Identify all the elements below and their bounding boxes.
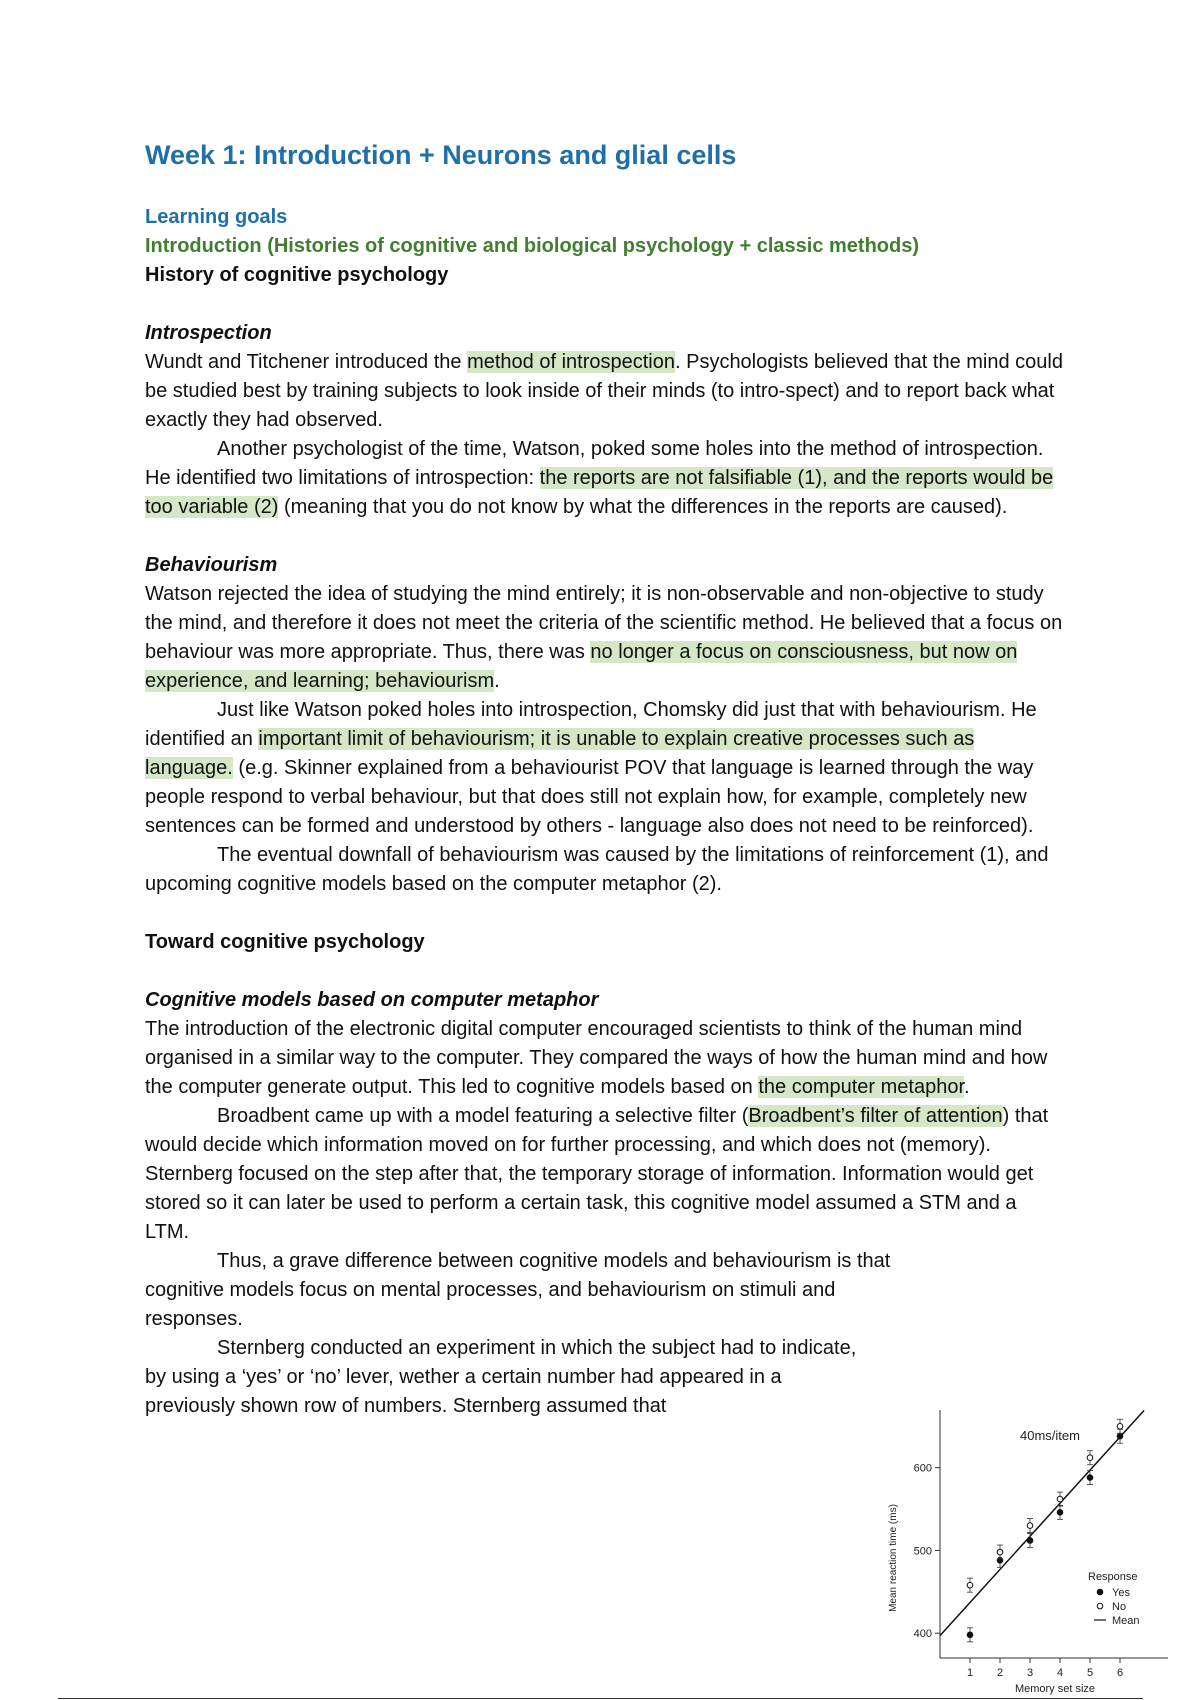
cognitive-paragraph-1: The introduction of the electronic digital computer encouraged scientists to think of the human mind organised in a similar way to the computer. They compared the ways of how the human mind and how the computer generate output. This led to cognitive models based on the computer metaphor.	[145, 1018, 1048, 1098]
data-point-yes	[1117, 1433, 1123, 1439]
data-point-no	[1117, 1423, 1123, 1429]
highlight: the reports are not falsifiable (1), and the reports would be too variable (2)	[145, 467, 1054, 518]
legend-marker-yes	[1097, 1589, 1103, 1595]
cognitive-paragraph-2: Broadbent came up with a model featuring a selective filter (Broadbent’s filter of attention) that would decide which information moved on for further processing, and which does not (memory). Sternberg focused on the step after that, the temporary storage of information. Information would get stored so it can later be used to perform a certain task, this cognitive model assumed a STM and a LTM.	[145, 1105, 1049, 1243]
data-point-no	[967, 1582, 973, 1588]
intro-heading: Introduction (Histories of cognitive and biological psychology + classic methods)	[145, 235, 920, 257]
highlight: important limit of behaviourism; it is unable to explain creative processes such as language.	[145, 728, 975, 779]
x-tick-label: 3	[1026, 1667, 1034, 1679]
data-point-no	[1057, 1496, 1063, 1502]
document-page	[145, 140, 1065, 1421]
legend-marker-no	[1097, 1603, 1103, 1609]
legend-label-mean: Mean	[1112, 1615, 1140, 1627]
page-divider	[58, 1698, 1143, 1699]
cognitive-paragraph-4: Sternberg conducted an experiment in which the subject had to indicate, by using a ‘yes’ or ‘no’ lever, wether a certain number had appeared in a previously shown row of numbers. Sternberg assumed that	[145, 1337, 857, 1417]
behaviourism-paragraph-2: Just like Watson poked holes into introspection, Chomsky did just that with behaviourism. He identified an important limit of behaviourism; it is unable to explain creative processes such as language. (e.g. Skinner explained from a behaviourist POV that language is learned through the way people respond to verbal behaviour, but that does still not explain how, for example, completely new sentences can be formed and understood by others - language also does not need to be reinforced).	[145, 699, 1037, 837]
highlight: method of introspection	[467, 351, 675, 373]
x-tick-label: 2	[996, 1667, 1004, 1679]
legend-label-no: No	[1112, 1601, 1127, 1613]
introspection-heading: Introspection	[145, 322, 272, 344]
behaviourism-paragraph-3: The eventual downfall of behaviourism was caused by the limitations of reinforcement (1), and upcoming cognitive models based on the computer metaphor (2).	[145, 844, 1049, 895]
data-point-yes	[1057, 1510, 1063, 1516]
y-tick-label: 400	[913, 1628, 932, 1641]
x-tick-label: 6	[1116, 1667, 1124, 1679]
data-point-no	[1087, 1455, 1093, 1461]
cognitive-paragraph-3b: cognitive models focus on mental processes, and behaviourism on stimuli and responses.	[145, 1279, 836, 1330]
data-point-yes	[1087, 1475, 1093, 1481]
page-title: Week 1: Introduction + Neurons and glial cells	[145, 140, 737, 170]
highlight: the computer metaphor	[758, 1076, 965, 1098]
behaviourism-paragraph-1: Watson rejected the idea of studying the mind entirely; it is non-observable and non-objective to study the mind, and therefore it does not meet the criteria of the scientific method. He believed that a focus on behaviour was more appropriate. Thus, there was no longer a focus on consciousness, but now on experience, and learning; behaviourism.	[145, 583, 1063, 692]
data-point-yes	[967, 1632, 973, 1638]
data-point-no	[997, 1549, 1003, 1555]
y-axis-label: Mean reaction time (ms)	[888, 1504, 899, 1612]
data-point-no	[1027, 1523, 1033, 1529]
history-heading: History of cognitive psychology	[145, 264, 449, 286]
cognitive-heading: Cognitive models based on computer metaphor	[145, 989, 599, 1011]
sternberg-chart	[880, 1408, 1180, 1698]
highlight: no longer a focus on consciousness, but now on experience, and learning; behaviourism	[145, 641, 1018, 692]
slope-annotation: 40ms/item	[1020, 1428, 1080, 1443]
cognitive-paragraph-3a: Thus, a grave difference between cognitive models and behaviourism is that	[217, 1250, 891, 1272]
behaviourism-heading: Behaviourism	[145, 554, 278, 576]
x-tick-label: 1	[966, 1667, 974, 1679]
toward-heading: Toward cognitive psychology	[145, 931, 425, 953]
data-point-yes	[1027, 1538, 1033, 1544]
x-tick-label: 5	[1086, 1667, 1094, 1679]
highlight: Broadbent’s filter of attention	[748, 1105, 1003, 1127]
learning-goals-heading: Learning goals	[145, 206, 288, 228]
legend-title: Response	[1088, 1571, 1138, 1583]
y-tick-label: 500	[913, 1545, 932, 1558]
x-axis-label: Memory set size	[1014, 1683, 1096, 1695]
legend-label-yes: Yes	[1112, 1587, 1130, 1599]
x-tick-label: 4	[1056, 1667, 1064, 1679]
introspection-paragraph-2: Another psychologist of the time, Watson, poked some holes into the method of introspection. He identified two limitations of introspection: the reports are not falsifiable (1), and the reports would be too variable (2) (meaning that you do not know by what the differences in the reports are caused).	[145, 438, 1054, 518]
introspection-paragraph-1: Wundt and Titchener introduced the method of introspection. Psychologists believed that the mind could be studied best by training subjects to look inside of their minds (to intro-spect) and to report back what exactly they had observed.	[145, 351, 1063, 431]
y-tick-label: 600	[913, 1462, 932, 1475]
